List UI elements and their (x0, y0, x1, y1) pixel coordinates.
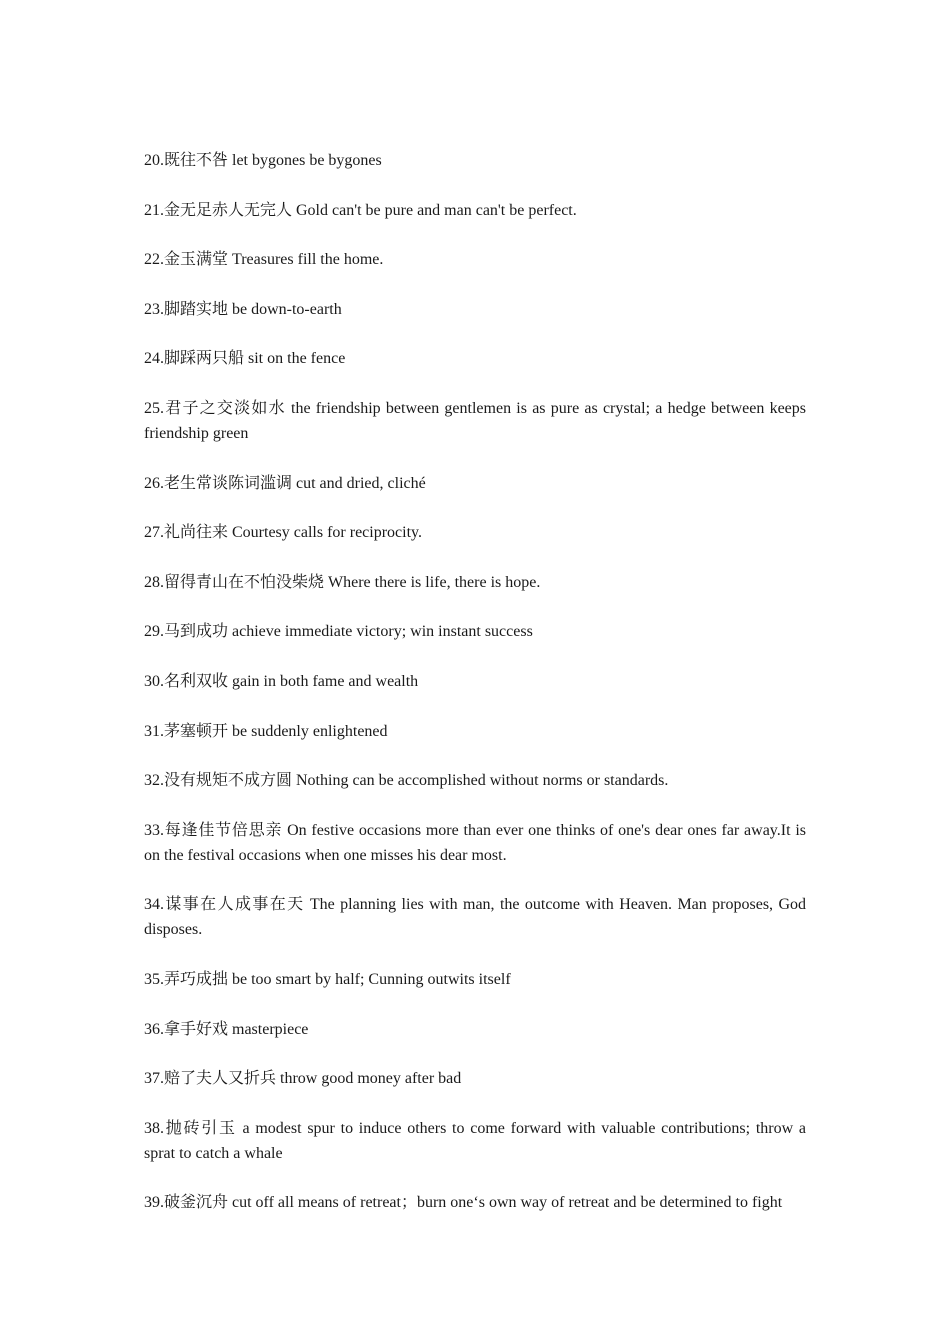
idiom-entry-29: 29.马到成功 achieve immediate victory; win instant success (144, 623, 533, 641)
idiom-entry-26: 26.老生常谈陈词滥调 cut and dried, cliché (144, 474, 426, 492)
document-page (144, 148, 806, 1240)
idiom-entry-23: 23.脚踏实地 be down-to-earth (144, 300, 342, 318)
idiom-entry-30: 30.名利双收 gain in both fame and wealth (144, 672, 419, 690)
idiom-entry-31: 31.茅塞顿开 be suddenly enlightened (144, 722, 388, 740)
idiom-entry-38: 38.抛砖引玉 a modest spur to induce others to come forward with valuable contributions; throw a sprat to catch a whale (144, 1119, 806, 1162)
idiom-entry-21: 21.金无足赤人无完人 Gold can't be pure and man can't be perfect. (144, 201, 577, 219)
idiom-entry-28: 28.留得青山在不怕没柴烧 Where there is life, there is hope. (144, 573, 541, 591)
idiom-entry-39: 39.破釜沉舟 cut off all means of retreat；burn one‘s own way of retreat and be determined to fight (144, 1194, 783, 1212)
idiom-entry-37: 37.赔了夫人又折兵 throw good money after bad (144, 1070, 462, 1088)
idiom-entry-22: 22.金玉满堂 Treasures fill the home. (144, 251, 384, 269)
idiom-entry-20: 20.既往不咎 let bygones be bygones (144, 152, 382, 169)
idiom-entry-34: 34.谋事在人成事在天 The planning lies with man, the outcome with Heaven. Man proposes, God disposes. (144, 896, 806, 939)
idiom-entry-32: 32.没有规矩不成方圆 Nothing can be accomplished without norms or standards. (144, 772, 669, 790)
idiom-entry-35: 35.弄巧成拙 be too smart by half; Cunning outwits itself (144, 970, 511, 988)
idiom-entry-33: 33.每逢佳节倍思亲 On festive occasions more than ever one thinks of one's dear ones far away.It is on the festival occasions when one misses his dear most. (144, 821, 806, 864)
idiom-entry-24: 24.脚踩两只船 sit on the fence (144, 350, 346, 368)
idiom-entry-36: 36.拿手好戏 masterpiece (144, 1020, 309, 1038)
idiom-entry-25: 25.君子之交淡如水 the friendship between gentlemen is as pure as crystal; a hedge between keeps friendship green (144, 399, 806, 442)
idiom-entry-27: 27.礼尚往来 Courtesy calls for reciprocity. (144, 524, 423, 542)
